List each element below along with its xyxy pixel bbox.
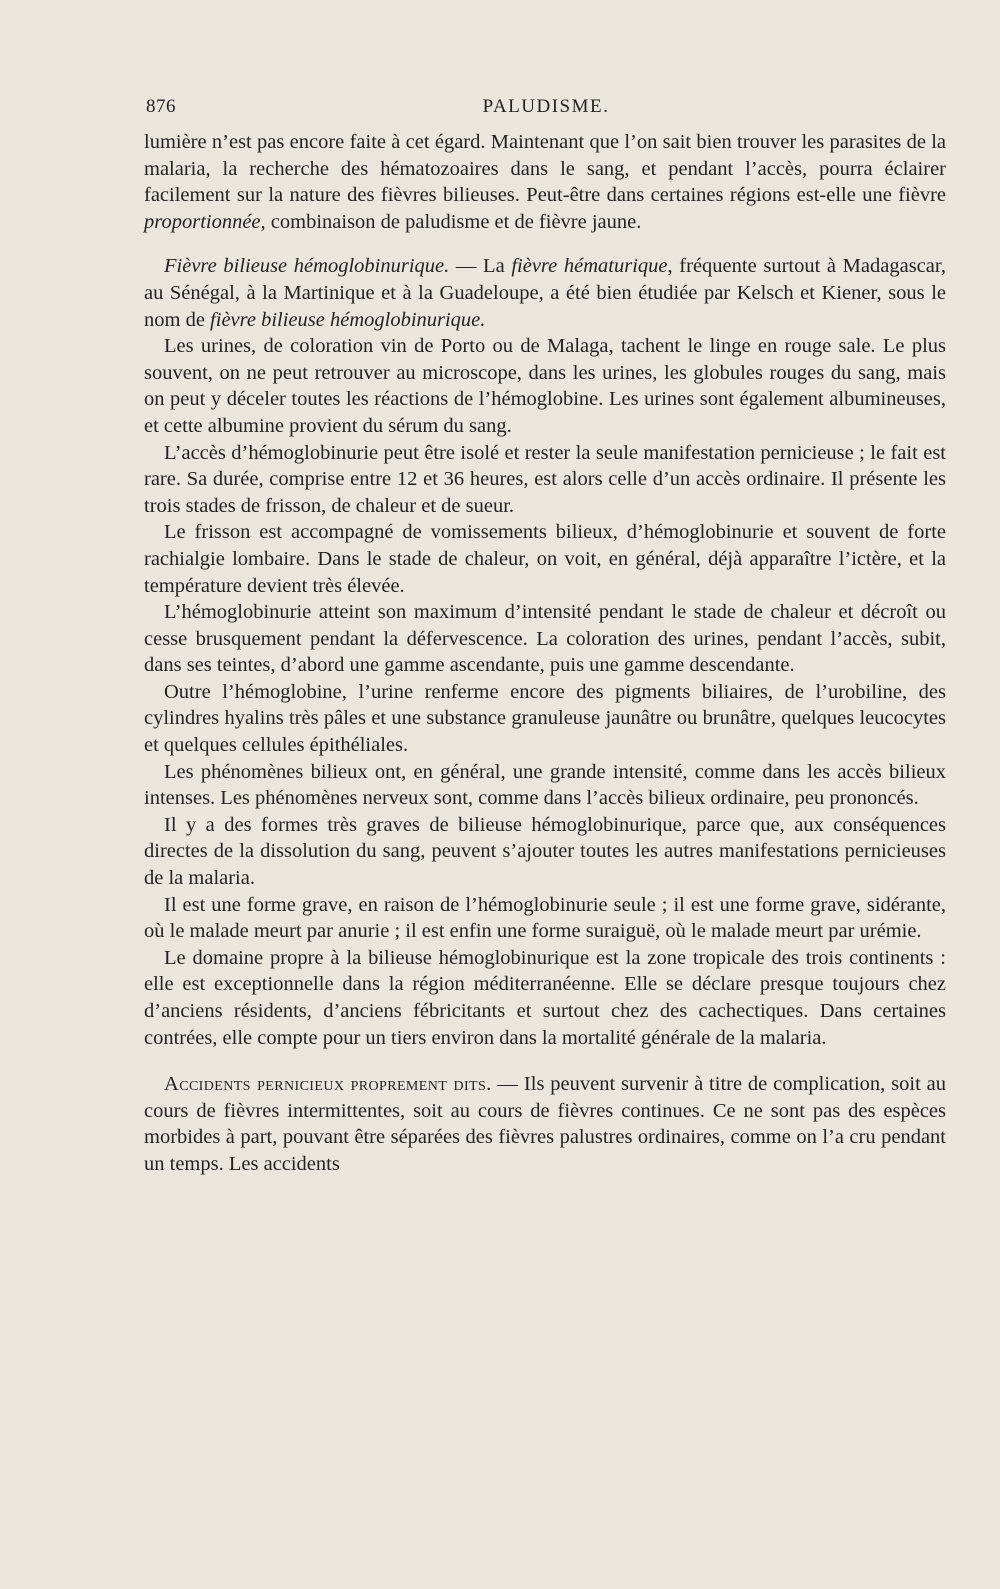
text-run: Les phénomènes bilieux ont, en général, une grande intensité, comme dans les accès bilieux intenses. Les phénomènes nerveux sont, comme dans l’accès bilieux ordinaire, peu prononcés. <box>144 760 946 810</box>
section-heading: Accidents pernicieux proprement dits. <box>164 1073 492 1096</box>
paragraph <box>144 679 946 759</box>
text-run: L’accès d’hémoglobinurie peut être isolé et rester la seule manifestation pernicieuse ; le fait est rare. Sa durée, comprise entre 12 et 36 heures, est alors celle d’un accès ordinaire. Il présente les trois stades de frisson, de chaleur et de sueur. <box>144 441 946 517</box>
section-heading-paragraph <box>144 1071 946 1177</box>
text-run: , fréquente surtout à Madagascar, au Sénégal, à la Martinique et à la Guadeloupe, a été bien étudiée par Kelsch et Kiener, sous le nom de <box>144 255 947 331</box>
text-run: — La <box>449 255 512 278</box>
paragraph <box>144 812 946 892</box>
paragraph <box>144 892 946 945</box>
italic-phrase: fièvre hématurique <box>511 255 668 278</box>
section-heading-paragraph <box>144 253 946 333</box>
paragraph <box>144 333 946 439</box>
text-run: Les urines, de coloration vin de Porto ou de Malaga, tachent le linge en rouge sale. Le plus souvent, on ne peut retrouver au microscope, dans les urines, les globules rouges du sang, mais on peut y déceler toutes les réactions de l’hémoglobine. Les urines sont également albumineuses, et cette albumine provient du sérum du sang. <box>144 335 946 437</box>
page-header <box>146 96 946 126</box>
text-run: Il y a des formes très graves de bilieuse hémoglobinurique, parce que, aux conséquences directes de la dissolution du sang, peuvent s’ajouter toutes les autres manifestations pernicieuses de la malaria. <box>144 813 946 890</box>
text-run: L’hémoglobinurie atteint son maximum d’intensité pendant le stade de chaleur et décroît ou cesse brusquement pendant la défervescence. La coloration des urines, pendant l’accès, subit, dans ses teintes, d’abord une gamme ascendante, puis une gamme descendante. <box>144 601 946 677</box>
body-text <box>144 129 946 1178</box>
paragraph <box>144 759 946 812</box>
paragraph <box>144 440 946 520</box>
text-run: Le frisson est accompagné de vomissements bilieux, d’hémoglobinurie et souvent de forte rachialgie lombaire. Dans le stade de chaleur, on voit, en général, déjà apparaître l’ictère, et la température devient très élevée. <box>144 521 946 597</box>
text-run: Il est une forme grave, en raison de l’hémoglobinurie seule ; il est une forme grave, sidérante, où le malade meurt par anurie ; il est enfin une forme suraiguë, où le malade meurt par urémie. <box>144 893 946 943</box>
paragraph <box>144 519 946 599</box>
italic-phrase: Fièvre bilieuse hémoglobinurique. <box>164 255 450 278</box>
paragraph <box>144 129 946 235</box>
italic-phrase: fièvre bilieuse hémoglobinurique. <box>210 308 486 331</box>
text-run: — Ils peuvent survenir à titre de complication, soit au cours de fièvres intermittentes, soit au cours de fièvres continues. Ce ne sont pas des espèces morbides à part, pouvant être séparées des fièvres palustres ordinaires, comme on l’a cru pendant un temps. Les accidents <box>144 1073 946 1175</box>
page-number: 876 <box>146 96 176 117</box>
running-head: PALUDISME. <box>482 96 610 117</box>
text-run: lumière n’est pas encore faite à cet égard. Maintenant que l’on sait bien trouver les parasites de la malaria, la recherche des hématozoaires dans le sang, et pendant l’accès, pourra éclairer facilement sur la nature des fièvres bilieuses. Peut-être dans certaines régions est-elle une fièvre <box>144 131 946 207</box>
text-run: Le domaine propre à la bilieuse hémoglobinurique est la zone tropicale des trois continents : elle est exceptionnelle dans la région méditerranéenne. Elle se déclare presque toujours chez d’anciens résidents, d’anciens fébricitants et surtout chez des cachectiques. Dans certaines contrées, elle compte pour un tiers environ dans la mortalité générale de la malaria. <box>144 946 946 1049</box>
italic-phrase: proportionnée <box>144 210 261 233</box>
paragraph <box>144 945 946 1051</box>
text-run: Outre l’hémoglobine, l’urine renferme encore des pigments biliaires, de l’urobiline, des cylindres hyalins très pâles et une substance granuleuse jaunâtre ou brunâtre, quelques leucocytes et quelques cellules épithéliales. <box>144 680 946 757</box>
paragraph <box>144 599 946 679</box>
text-run: , combinaison de paludisme et de fièvre jaune. <box>260 210 642 233</box>
